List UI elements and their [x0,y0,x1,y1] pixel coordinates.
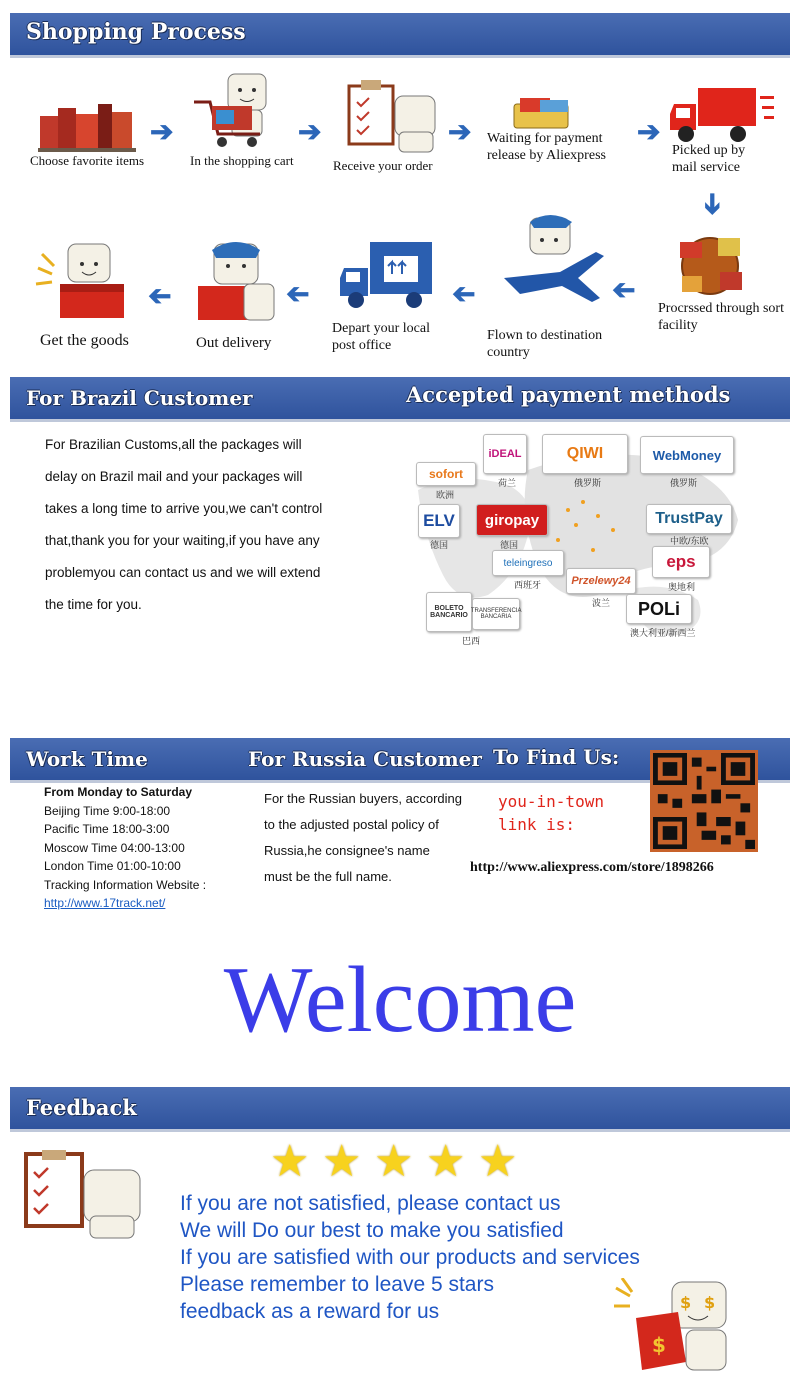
star-icon: ★ [478,1137,518,1186]
brazil-line: delay on Brazil mail and your packages will [45,469,303,484]
step-label-5: Picked up by mail service [672,143,746,175]
przelewy24-caption: 波兰 [592,598,611,608]
arrow-down-icon: ➔ [697,192,729,216]
qr-code-icon[interactable] [650,750,758,852]
step-label-3: Receive your order [333,158,433,173]
russia-line: For the Russian buyers, according [264,791,462,806]
payment-methods-map [408,430,748,645]
brazil-line: problemyou can contact us and we will extend [45,565,321,580]
qiwi-caption: 俄罗斯 [574,478,602,488]
russia-notice [264,786,484,890]
svg-text:$: $ [704,1293,716,1312]
feedback-header [10,1087,790,1132]
ideal-caption: 荷兰 [498,478,517,488]
brazil-line: the time for you. [45,597,142,612]
worktime-line: London Time 01:00-10:00 [44,859,181,873]
arrow-left-icon: ➔ [286,278,310,309]
step-label-6: Procrssed through sort facility [658,301,784,333]
arrow-left-icon: ➔ [148,280,172,311]
poli-caption: 澳大利亚/新西兰 [630,628,696,638]
teleingreso-caption: 西班牙 [514,580,542,590]
findus-text-line: link is: [498,815,576,834]
findus-text [498,790,604,836]
step-label-4: Waiting for payment release by Aliexpress [487,131,606,163]
courier-icon [194,240,284,339]
worktime-line: Tracking Information Website : [44,877,207,892]
russia-line: must be the full name. [264,869,392,884]
brazil-title: For Brazil Customer [26,386,253,410]
boleto-caption: 巴西 [462,636,481,646]
delivery-truck-icon [340,240,436,317]
star-icon: ★ [426,1137,466,1186]
worktime-days: From Monday to Saturday [44,785,193,799]
elv-caption: 德国 [430,540,449,550]
feedback-clipboard-icon [20,1150,160,1247]
findus-text-line: you-in-town [498,792,604,811]
money-mascot-icon [612,1278,752,1383]
trustpay-logo: TrustPay [646,504,732,534]
gift-box-icon [34,240,134,337]
giropay-caption: 德国 [500,540,519,550]
arrow-right-icon: ➔ [150,116,174,147]
przelewy24-logo: Przelewy24 [566,568,636,594]
findus-title: To Find Us: [493,745,620,769]
russia-line: Russia,he consignee's name [264,843,430,858]
worktime-line: Beijing Time 9:00-18:00 [44,803,171,818]
russia-title: For Russia Customer [248,747,482,771]
feedback-line: Please remember to leave 5 stars [180,1273,494,1296]
star-icon: ★ [374,1137,414,1186]
worktime-title: Work Time [26,747,148,771]
step-label-9: Out delivery [196,335,272,351]
feedback-line: feedback as a reward for us [180,1300,440,1323]
star-icon: ★ [322,1137,362,1186]
poli-logo: POLi [626,594,692,624]
step-label-2: In the shopping cart [190,153,294,168]
brazil-line: takes a long time to arrive you,we can't control [45,501,323,516]
airplane-icon [500,212,610,327]
globe-packages-icon [672,232,748,303]
tracking-link[interactable]: http://www.17track.net/ [44,896,166,910]
arrow-right-icon: ➔ [448,116,472,147]
eps-logo: eps [652,546,710,578]
russia-line: to the adjusted postal policy of [264,817,439,832]
payment-title: Accepted payment methods [406,382,731,407]
store-url[interactable]: http://www.aliexpress.com/store/1898266 [470,860,714,875]
cart-icon [190,72,290,157]
wallet-icon [510,94,580,135]
clipboard-icon [345,78,445,161]
eps-caption: 奥地利 [668,582,696,592]
books-icon [38,100,138,157]
feedback-line: If you are not satisfied, please contact us [180,1192,561,1215]
feedback-title: Feedback [26,1095,137,1120]
giropay-logo: giropay [476,504,548,536]
svg-text:$: $ [680,1293,692,1312]
qiwi-logo: QIWI [542,434,628,474]
feedback-line: If you are satisfied with our products and services [180,1246,640,1269]
step-label-7: Flown to destination country [487,328,603,360]
worktime-line: Pacific Time 18:00-3:00 [44,822,170,836]
svg-text:$: $ [652,1333,666,1357]
boleto-logo: BOLETO BANCARIO [426,592,472,632]
sofort-caption: 欧洲 [436,490,455,500]
worktime-block [44,783,244,913]
star-icon: ★ [270,1137,310,1186]
brazil-line: that,thank you for your waiting,if you have any [45,533,320,548]
webmoney-logo: WebMoney [640,436,734,474]
arrow-left-icon: ➔ [452,278,476,309]
teleingreso-logo: teleingreso [492,550,564,576]
webmoney-caption: 俄罗斯 [670,478,698,488]
trustpay-caption: 中欧/东欧 [670,536,709,546]
ideal-logo: iDEAL [483,434,527,474]
arrow-right-icon: ➔ [637,116,661,147]
brazil-payment-header [10,377,790,422]
worktime-line: Moscow Time 04:00-13:00 [44,840,185,855]
elv-logo: ELV [418,504,460,538]
step-label-8: Depart your local post office [332,321,430,353]
step-label-10: Get the goods [40,332,129,349]
welcome-heading: Welcome [223,948,577,1052]
arrow-left-icon: ➔ [612,274,636,305]
step-label-1: Choose favorite items [30,153,145,168]
sofort-logo: sofort [416,462,476,486]
transferencia-logo: TRANSFERENCIA BANCARIA [472,598,520,630]
arrow-right-icon: ➔ [298,116,322,147]
brazil-notice [45,429,355,621]
shopping-process-title: Shopping Process [26,19,246,45]
shopping-process-header [10,13,790,58]
feedback-line: We will Do our best to make you satisfied [180,1219,564,1242]
brazil-line: For Brazilian Customs,all the packages will [45,437,302,452]
